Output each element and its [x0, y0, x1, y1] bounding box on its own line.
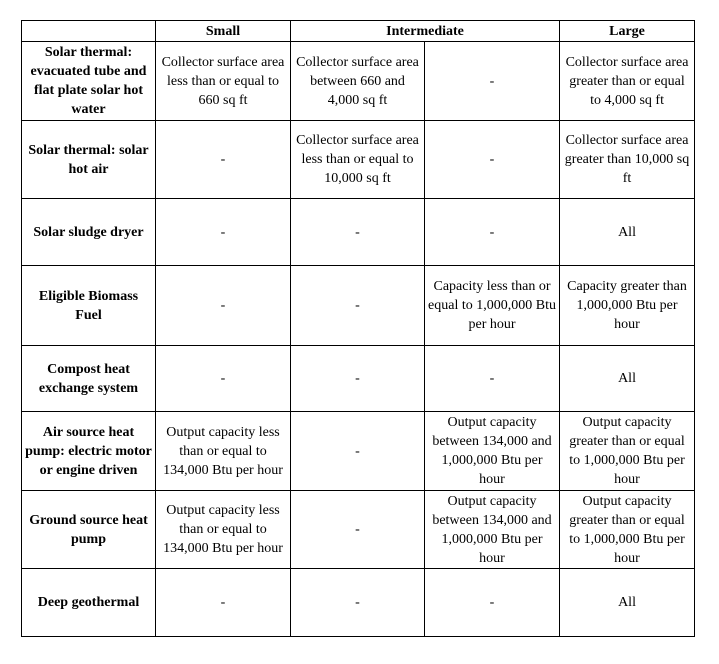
cell-intermediate-b: -: [425, 569, 560, 637]
cell-large: Output capacity greater than or equal to 1,000,000 Btu per hour: [560, 412, 695, 491]
cell-large: Collector surface area greater than 10,000 sq ft: [560, 121, 695, 199]
cell-small: -: [156, 121, 291, 199]
cell-intermediate-b: -: [425, 346, 560, 412]
cell-intermediate-a: -: [291, 346, 425, 412]
cell-intermediate-a: -: [291, 412, 425, 491]
cell-large: Capacity greater than 1,000,000 Btu per hour: [560, 266, 695, 346]
cell-intermediate-a: -: [291, 491, 425, 569]
size-category-table: [21, 20, 695, 637]
header-small: Small: [156, 21, 291, 42]
header-blank: [22, 21, 156, 42]
table-row: [22, 346, 695, 412]
cell-large: Collector surface area greater than or equal to 4,000 sq ft: [560, 42, 695, 121]
cell-intermediate-b: -: [425, 121, 560, 199]
cell-intermediate-b: -: [425, 199, 560, 266]
row-label: Solar sludge dryer: [22, 199, 156, 266]
table-row: [22, 42, 695, 121]
row-label: Eligible Biomass Fuel: [22, 266, 156, 346]
cell-large: Output capacity greater than or equal to 1,000,000 Btu per hour: [560, 491, 695, 569]
cell-intermediate-b: Capacity less than or equal to 1,000,000 Btu per hour: [425, 266, 560, 346]
table-row: [22, 412, 695, 491]
table-row: [22, 121, 695, 199]
cell-small: -: [156, 569, 291, 637]
cell-intermediate-b: Output capacity between 134,000 and 1,000,000 Btu per hour: [425, 412, 560, 491]
header-row: [22, 21, 695, 42]
table-row: [22, 266, 695, 346]
cell-small: Collector surface area less than or equal to 660 sq ft: [156, 42, 291, 121]
cell-intermediate-b: -: [425, 42, 560, 121]
table-row: [22, 199, 695, 266]
header-intermediate: Intermediate: [291, 21, 560, 42]
cell-small: -: [156, 346, 291, 412]
cell-intermediate-a: -: [291, 266, 425, 346]
cell-small: Output capacity less than or equal to 134,000 Btu per hour: [156, 412, 291, 491]
cell-intermediate-a: Collector surface area less than or equal to 10,000 sq ft: [291, 121, 425, 199]
cell-intermediate-a: -: [291, 199, 425, 266]
row-label: Ground source heat pump: [22, 491, 156, 569]
cell-large: All: [560, 346, 695, 412]
cell-intermediate-b: Output capacity between 134,000 and 1,000,000 Btu per hour: [425, 491, 560, 569]
header-large: Large: [560, 21, 695, 42]
row-label: Compost heat exchange system: [22, 346, 156, 412]
cell-large: All: [560, 569, 695, 637]
cell-small: -: [156, 199, 291, 266]
table-row: [22, 491, 695, 569]
cell-small: -: [156, 266, 291, 346]
cell-intermediate-a: Collector surface area between 660 and 4,000 sq ft: [291, 42, 425, 121]
row-label: Solar thermal: solar hot air: [22, 121, 156, 199]
cell-intermediate-a: -: [291, 569, 425, 637]
row-label: Air source heat pump: electric motor or engine driven: [22, 412, 156, 491]
cell-large: All: [560, 199, 695, 266]
row-label: Deep geothermal: [22, 569, 156, 637]
row-label: Solar thermal: evacuated tube and flat plate solar hot water: [22, 42, 156, 121]
cell-small: Output capacity less than or equal to 134,000 Btu per hour: [156, 491, 291, 569]
table-row: [22, 569, 695, 637]
